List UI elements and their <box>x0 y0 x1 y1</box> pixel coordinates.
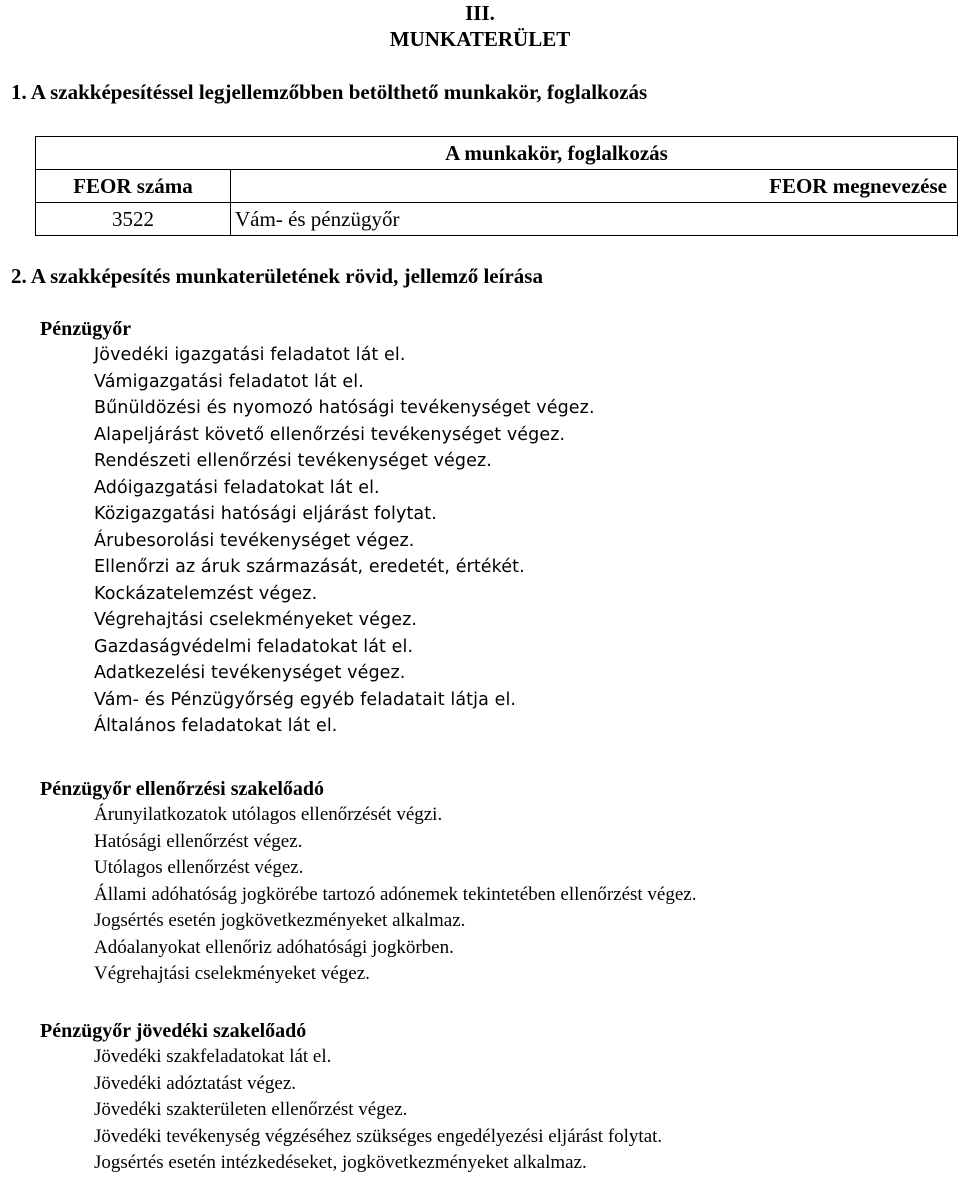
list-item: Végrehajtási cselekményeket végez. <box>94 963 370 984</box>
list-item: Ellenőrzi az áruk származását, eredetét, értékét. <box>94 557 525 577</box>
list-item: Kockázatelemzést végez. <box>94 583 318 604</box>
list-item: Adatkezelési tevékenységet végez. <box>94 663 406 683</box>
list-item: Jövedéki igazgatási feladatot lát el. <box>94 345 406 365</box>
list-item: Vámigazgatási feladatot lát el. <box>94 371 364 392</box>
group-ellenorzesi-szakeloado <box>40 776 940 988</box>
chapter-number: III. <box>465 1 495 25</box>
list-item: Alapeljárást követő ellenőrzési tevékenységet végez. <box>94 424 566 445</box>
section-2-title: 2. A szakképesítés munkaterületének rövid, jellemző leírása <box>11 264 543 288</box>
list-item: Gazdaságvédelmi feladatokat lát el. <box>94 636 414 657</box>
list-item: Jogsértés esetén intézkedéseket, jogkövetkezményeket alkalmaz. <box>94 1152 587 1173</box>
feor-code-header: FEOR száma <box>36 170 231 203</box>
list-item: Adóalanyokat ellenőriz adóhatósági jogkörben. <box>94 936 454 958</box>
list-item: Jövedéki tevékenység végzéséhez szükséges engedélyezési eljárást folytat. <box>94 1125 663 1147</box>
table-row <box>36 203 958 236</box>
feor-code-cell: 3522 <box>36 203 231 236</box>
list-item: Végrehajtási cselekményeket végez. <box>94 610 418 630</box>
chapter-title: MUNKATERÜLET <box>389 27 571 51</box>
group-jovedeki-szakeloado <box>40 1018 940 1177</box>
list-item: Jövedéki adóztatást végez. <box>94 1072 297 1094</box>
list-item: Jövedéki szakterületen ellenőrzést végez. <box>94 1099 408 1120</box>
list-item: Bűnüldözési és nyomozó hatósági tevékenységet végez. <box>94 398 595 418</box>
list-item: Általános feladatokat lát el. <box>94 716 338 736</box>
feor-table-column-header-row <box>36 170 958 203</box>
list-item: Adóigazgatási feladatokat lát el. <box>94 477 380 498</box>
group-title: Pénzügyőr <box>40 318 132 340</box>
list-item: Vám- és Pénzügyőrség egyéb feladatait látja el. <box>94 689 517 710</box>
feor-name-header: FEOR megnevezése <box>231 170 958 203</box>
group-title: Pénzügyőr ellenőrzési szakelőadó <box>40 778 325 800</box>
group-item-list <box>40 1044 940 1177</box>
list-item: Közigazgatási hatósági eljárást folytat. <box>94 504 437 524</box>
list-item: Árunyilatkozatok utólagos ellenőrzését végzi. <box>94 804 443 825</box>
list-item: Árubesorolási tevékenységet végez. <box>94 530 415 551</box>
feor-table <box>35 136 958 236</box>
list-item: Hatósági ellenőrzést végez. <box>94 830 303 852</box>
feor-name-cell: Vám- és pénzügyőr <box>231 203 958 236</box>
group-penzugyor <box>40 316 940 740</box>
list-item: Jövedéki szakfeladatokat lát el. <box>94 1046 332 1067</box>
list-item: Utólagos ellenőrzést végez. <box>94 857 304 878</box>
group-title: Pénzügyőr jövedéki szakelőadó <box>40 1020 307 1042</box>
list-item: Állami adóhatóság jogkörébe tartozó adónemek tekintetében ellenőrzést végez. <box>94 883 697 905</box>
group-item-list <box>40 342 940 740</box>
feor-group-header: A munkakör, foglalkozás <box>36 137 958 170</box>
group-item-list <box>40 802 940 988</box>
section-1-title: 1. A szakképesítéssel legjellemzőbben betölthető munkakör, foglalkozás <box>11 80 648 104</box>
feor-table-group-header-row <box>36 137 958 170</box>
list-item: Jogsértés esetén jogkövetkezményeket alkalmaz. <box>94 910 466 931</box>
list-item: Rendészeti ellenőrzési tevékenységet végez. <box>94 451 492 471</box>
